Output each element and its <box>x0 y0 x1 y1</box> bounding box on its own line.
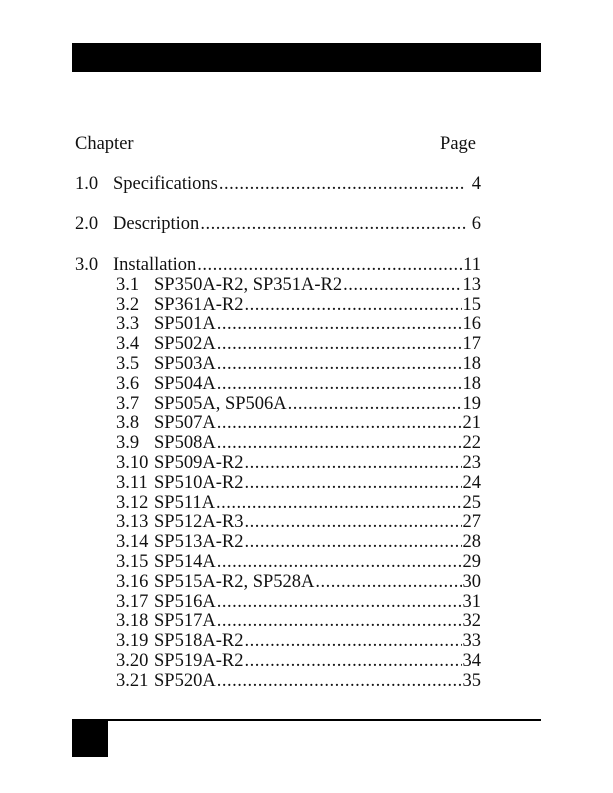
entry-title: SP504A <box>154 373 216 394</box>
toc-entry[interactable] <box>75 593 481 613</box>
dot-leader <box>244 652 461 672</box>
dot-leader <box>244 513 461 533</box>
entry-number: 3.19 <box>116 631 149 652</box>
entry-page: 27 <box>462 512 481 533</box>
entry-page: 30 <box>462 571 481 592</box>
dot-leader <box>217 434 462 454</box>
entry-number: 3.11 <box>116 472 148 493</box>
entry-page: 15 <box>462 294 481 315</box>
entry-page: 18 <box>462 353 481 374</box>
dot-leader <box>244 296 461 316</box>
entry-page: 6 <box>471 214 481 234</box>
dot-leader <box>217 355 462 375</box>
entry-number: 3.17 <box>116 591 149 612</box>
entry-title: Specifications <box>113 174 218 194</box>
toc-entry[interactable] <box>75 414 481 434</box>
dot-leader <box>217 593 462 613</box>
entry-number: 3.20 <box>116 650 149 671</box>
toc-entry[interactable] <box>75 672 481 692</box>
dot-leader <box>315 573 461 593</box>
toc-entry[interactable] <box>75 533 481 553</box>
dot-leader <box>217 612 462 632</box>
toc-chapter-2 <box>75 215 481 235</box>
dot-leader <box>217 553 462 573</box>
entry-page: 23 <box>462 452 481 473</box>
entry-title: SP518A-R2 <box>154 631 244 652</box>
dot-leader <box>219 175 466 195</box>
entry-number: 3.14 <box>116 532 149 553</box>
entry-page: 35 <box>462 670 481 691</box>
entry-number: 3.2 <box>116 294 140 315</box>
entry-number: 3.21 <box>116 670 149 691</box>
entry-title: SP502A <box>154 334 216 355</box>
entry-number: 3.3 <box>116 314 140 335</box>
entry-page: 19 <box>462 393 481 414</box>
toc-entry[interactable] <box>75 175 481 195</box>
entry-title: SP501A <box>154 314 216 335</box>
toc-entry[interactable] <box>75 652 481 672</box>
toc-entry[interactable] <box>75 375 481 395</box>
toc-entry[interactable] <box>75 395 481 415</box>
footer-block <box>72 719 108 757</box>
entry-number: 3.7 <box>116 393 140 414</box>
dot-leader <box>200 215 466 235</box>
entry-title: SP517A <box>154 611 216 632</box>
entry-page: 17 <box>462 334 481 355</box>
header-bar <box>72 43 541 72</box>
entry-title: SP350A-R2, SP351A-R2 <box>154 274 343 295</box>
dot-leader <box>217 315 462 335</box>
entry-title: SP508A <box>154 433 216 454</box>
footer-rule <box>72 719 541 721</box>
toc-entry[interactable] <box>75 632 481 652</box>
entry-number: 3.18 <box>116 611 149 632</box>
toc-entry[interactable] <box>75 553 481 573</box>
toc-entry[interactable] <box>75 612 481 632</box>
dot-leader <box>244 454 461 474</box>
entry-page: 33 <box>462 631 481 652</box>
toc-entry[interactable] <box>75 276 481 296</box>
entry-number: 3.6 <box>116 373 140 394</box>
toc-chapter-3 <box>75 256 481 692</box>
entry-number: 3.4 <box>116 334 140 355</box>
toc-entry[interactable] <box>75 315 481 335</box>
entry-number: 3.9 <box>116 433 140 454</box>
entry-title: Description <box>113 214 200 234</box>
page-column-label: Page <box>440 134 476 154</box>
dot-leader <box>217 375 462 395</box>
entry-page: 32 <box>462 611 481 632</box>
toc-entry[interactable] <box>75 454 481 474</box>
entry-title: SP361A-R2 <box>154 294 244 315</box>
entry-number: 2.0 <box>75 214 99 234</box>
toc-entry[interactable] <box>75 335 481 355</box>
entry-page: 25 <box>462 492 481 513</box>
entry-page: 22 <box>462 433 481 454</box>
entry-number: 1.0 <box>75 174 99 194</box>
toc-entry[interactable] <box>75 215 481 235</box>
entry-page: 11 <box>463 255 481 275</box>
toc-entry[interactable] <box>75 573 481 593</box>
entry-page: 4 <box>471 174 481 194</box>
entry-page: 21 <box>462 413 481 434</box>
entry-title: SP515A-R2, SP528A <box>154 571 315 592</box>
entry-title: SP514A <box>154 551 216 572</box>
dot-leader <box>197 256 462 276</box>
entry-number: 3.15 <box>116 551 149 572</box>
dot-leader <box>216 494 461 514</box>
toc-entry[interactable] <box>75 296 481 316</box>
entry-title: SP513A-R2 <box>154 532 244 553</box>
entry-number: 3.12 <box>116 492 149 513</box>
entry-title: Installation <box>113 255 197 275</box>
dot-leader <box>217 672 462 692</box>
entry-number: 3.13 <box>116 512 149 533</box>
dot-leader <box>244 474 461 494</box>
entry-title: SP507A <box>154 413 216 434</box>
toc-entry[interactable] <box>75 434 481 454</box>
entry-number: 3.10 <box>116 452 149 473</box>
entry-number: 3.5 <box>116 353 140 374</box>
entry-page: 18 <box>462 373 481 394</box>
chapter-column-label: Chapter <box>75 134 134 154</box>
toc-chapter-1 <box>75 175 481 195</box>
entry-title: SP510A-R2 <box>154 472 244 493</box>
entry-page: 31 <box>462 591 481 612</box>
toc-sections <box>75 276 481 692</box>
entry-number: 3.8 <box>116 413 140 434</box>
entry-page: 24 <box>462 472 481 493</box>
entry-page: 29 <box>462 551 481 572</box>
entry-title: SP511A <box>154 492 216 513</box>
entry-title: SP505A, SP506A <box>154 393 287 414</box>
toc-entry[interactable] <box>75 474 481 494</box>
toc-entry[interactable] <box>75 494 481 514</box>
dot-leader <box>288 395 462 415</box>
entry-title: SP503A <box>154 353 216 374</box>
dot-leader <box>217 414 462 434</box>
entry-title: SP509A-R2 <box>154 452 244 473</box>
dot-leader <box>244 632 461 652</box>
entry-title: SP512A-R3 <box>154 512 244 533</box>
entry-number: 3.1 <box>116 274 140 295</box>
dot-leader <box>244 533 461 553</box>
toc-entry[interactable] <box>75 355 481 375</box>
dot-leader <box>217 335 462 355</box>
entry-page: 13 <box>462 274 481 295</box>
entry-number: 3.0 <box>75 255 99 275</box>
entry-page: 28 <box>462 532 481 553</box>
toc-header <box>75 134 476 156</box>
dot-leader <box>343 276 461 296</box>
toc-entry[interactable] <box>75 256 481 276</box>
entry-page: 16 <box>462 314 481 335</box>
toc-entry[interactable] <box>75 513 481 533</box>
entry-page: 34 <box>462 650 481 671</box>
entry-title: SP520A <box>154 670 216 691</box>
entry-title: SP519A-R2 <box>154 650 244 671</box>
entry-number: 3.16 <box>116 571 149 592</box>
entry-title: SP516A <box>154 591 216 612</box>
